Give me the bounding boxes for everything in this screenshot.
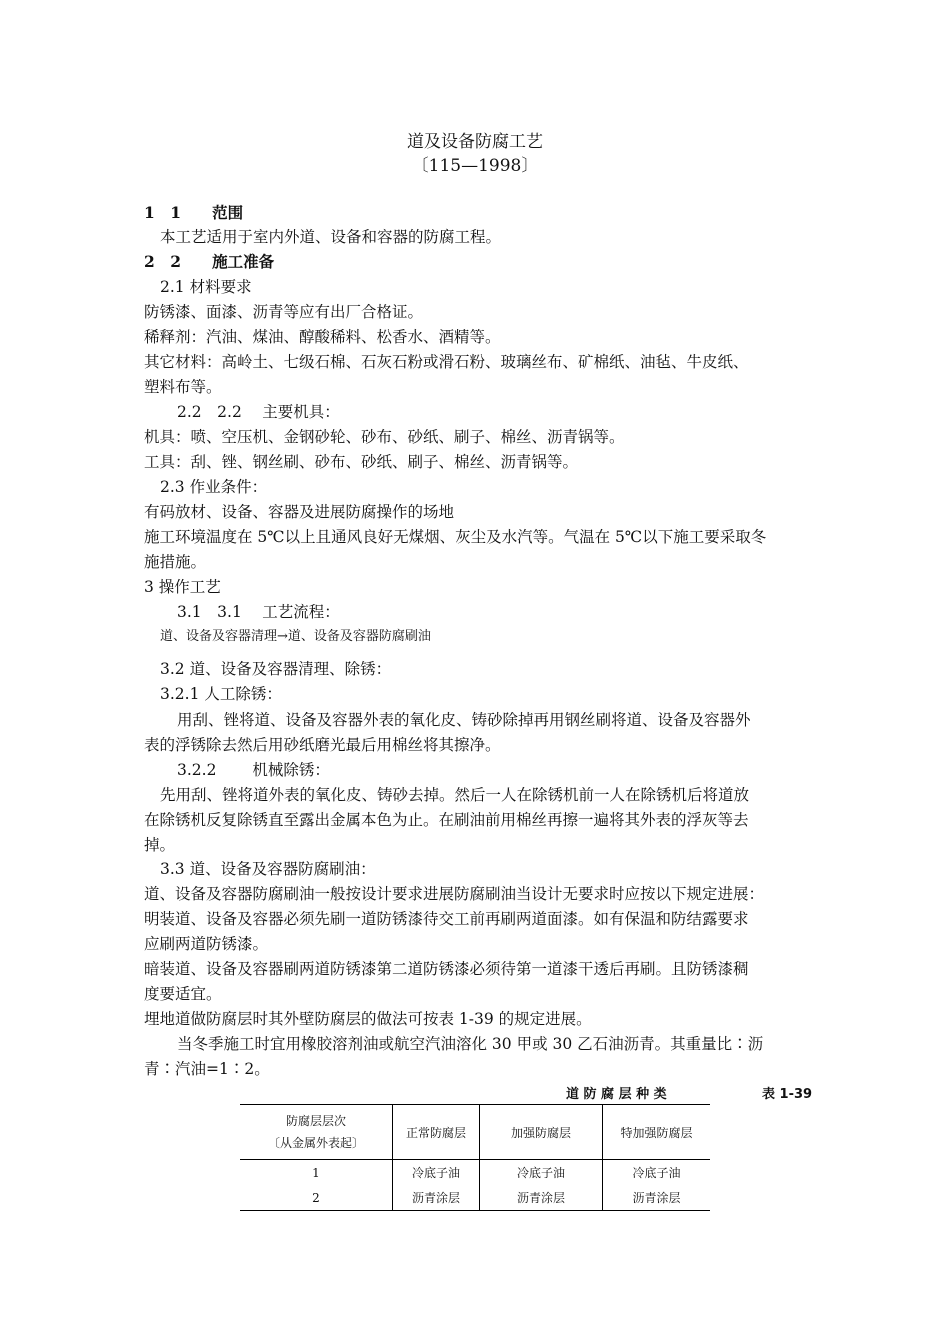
- body-text-line: 暗装道、设备及容器刷两道防锈漆第二道防锈漆必须待第一道漆干透后再刷。且防锈漆稠: [144, 960, 749, 978]
- table-header-cell: 加强防腐层: [480, 1105, 603, 1160]
- body-text-line: 3.3 道、设备及容器防腐刷油：: [160, 860, 376, 878]
- body-text-line: 3.2 道、设备及容器清理、除锈：: [160, 660, 392, 678]
- body-text-line: 3.2.1 人工除锈：: [160, 685, 282, 703]
- table-cell: 冷底子油: [393, 1160, 480, 1186]
- section-heading: 2 2 施工准备: [144, 252, 275, 271]
- body-text-line: 道、设备及容器清理→道、设备及容器防腐刷油: [160, 629, 431, 644]
- document-title: 道及设备防腐工艺: [407, 132, 543, 152]
- table-cell: 冷底子油: [480, 1160, 603, 1186]
- table-header-cell: [240, 1105, 393, 1160]
- body-text-line: 本工艺适用于室内外道、设备和容器的防腐工程。: [160, 228, 502, 246]
- table-header-cell: 正常防腐层: [393, 1105, 480, 1160]
- body-text-line: 道、设备及容器防腐刷油一般按设计要求进展防腐刷油当设计无要求时应按以下规定进展：: [144, 885, 765, 903]
- table-cell: 沥青涂层: [393, 1185, 480, 1211]
- body-text-line: 有码放材、设备、容器及进展防腐操作的场地: [144, 503, 455, 521]
- table-cell: 沥青涂层: [603, 1185, 711, 1211]
- body-text-line: 掉。: [144, 836, 176, 854]
- body-text-line: 应刷两道防锈漆。: [144, 935, 269, 953]
- table-number: 表 1-39: [762, 1087, 813, 1102]
- body-text-line: 其它材料：高岭土、七级石棉、石灰石粉或滑石粉、玻璃丝布、矿棉纸、油毡、牛皮纸、: [144, 353, 749, 371]
- table-header-cell: 特加强防腐层: [603, 1105, 711, 1160]
- header-layer-label: 防腐层层次: [285, 1114, 346, 1128]
- table-cell: 冷底子油: [603, 1160, 711, 1186]
- body-text-line: 青∶汽油=1∶2。: [144, 1060, 270, 1078]
- body-text-line: 用刮、锉将道、设备及容器外表的氧化皮、铸砂除掉再用钢丝刷将道、设备及容器外: [177, 711, 751, 729]
- body-text-line: 工具：刮、锉、钢丝刷、砂布、砂纸、刷子、棉丝、沥青锅等。: [144, 453, 579, 471]
- body-text-line: 塑料布等。: [144, 378, 222, 396]
- body-text-line: 埋地道做防腐层时其外壁防腐层的做法可按表 1-39 的规定进展。: [144, 1010, 592, 1028]
- header-layer-sublabel: 〔从金属外表起〕: [267, 1136, 364, 1150]
- body-text-line: 明装道、设备及容器必须先刷一道防锈漆待交工前再刷两道面漆。如有保温和防结露要求: [144, 910, 749, 928]
- table-cell: 2: [240, 1185, 393, 1211]
- table-row: [240, 1160, 710, 1186]
- table-cell: 沥青涂层: [480, 1185, 603, 1211]
- body-text-line: 在除锈机反复除锈直至露出金属本色为止。在刷油前用棉丝再擦一遍将其外表的浮灰等去: [144, 811, 749, 829]
- body-text-line: 机具：喷、空压机、金钢砂轮、砂布、砂纸、刷子、棉丝、沥青锅等。: [144, 428, 625, 446]
- table-cell: 1: [312, 1165, 320, 1180]
- body-text-line: 当冬季施工时宜用橡胶溶剂油或航空汽油溶化 30 甲或 30 乙石油沥青。其重量比∶沥: [177, 1035, 764, 1053]
- body-text-line: 3.1 3.1 工艺流程：: [177, 603, 340, 621]
- anticorrosion-table: [240, 1104, 710, 1211]
- body-text-line: 施工环境温度在 5℃以上且通风良好无煤烟、灰尘及水汽等。气温在 5℃以下施工要采取冬: [144, 528, 767, 546]
- table-header-row: [240, 1105, 710, 1160]
- document-subtitle: 〔115—1998〕: [411, 156, 539, 176]
- body-text-line: 3 操作工艺: [144, 578, 221, 596]
- table-row: [240, 1185, 710, 1211]
- section-heading: 1 1 范围: [144, 203, 244, 222]
- body-text-line: 表的浮锈除去然后用砂纸磨光最后用棉丝将其擦净。: [144, 736, 501, 754]
- body-text-line: 稀释剂：汽油、煤油、醇酸稀料、松香水、酒精等。: [144, 328, 501, 346]
- body-text-line: 3.2.2 机械除锈：: [177, 761, 330, 779]
- body-text-line: 度要适宜。: [144, 985, 222, 1003]
- body-text-line: 2.2 2.2 主要机具：: [177, 403, 340, 421]
- body-text-line: 2.1 材料要求: [160, 278, 252, 296]
- body-text-line: 2.3 作业条件：: [160, 478, 268, 496]
- body-text-line: 防锈漆、面漆、沥青等应有出厂合格证。: [144, 303, 424, 321]
- table-caption: 道 防 腐 层 种 类: [566, 1087, 667, 1102]
- body-text-line: 施措施。: [144, 553, 207, 571]
- body-text-line: 先用刮、锉将道外表的氧化皮、铸砂去掉。然后一人在除锈机前一人在除锈机后将道放: [160, 786, 750, 804]
